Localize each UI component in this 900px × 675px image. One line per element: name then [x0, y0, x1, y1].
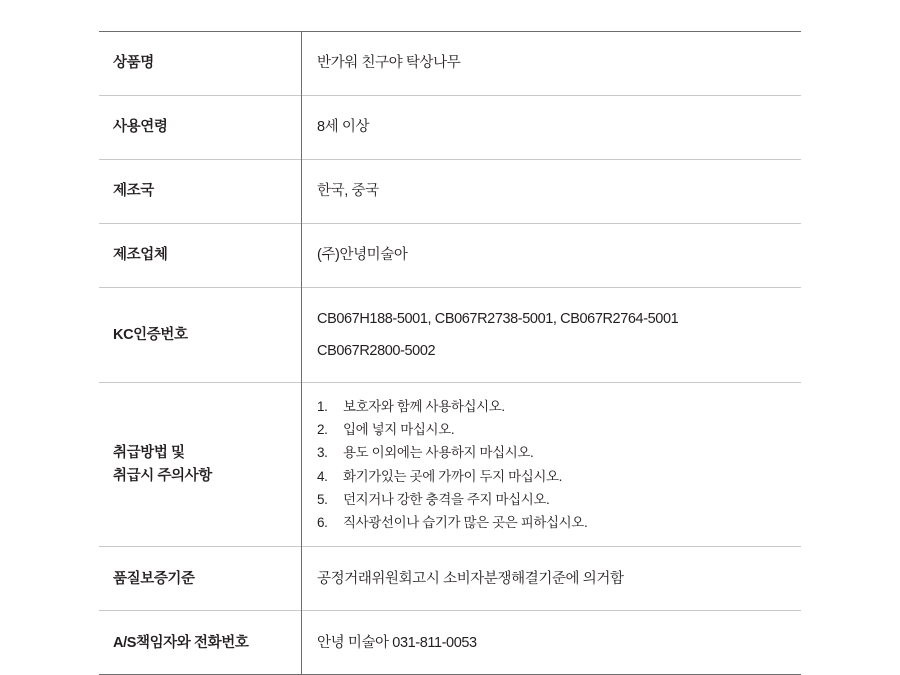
list-item-number: 3. [317, 445, 328, 461]
row-value-manufacturer [302, 224, 802, 288]
label-line: 상품명 [113, 55, 154, 72]
list-item [317, 511, 791, 534]
row-label-quality-warranty [99, 547, 302, 611]
row-value-product-name [302, 32, 802, 96]
label-line: 취급시 주의사항 [113, 467, 212, 484]
label-line: 사용연령 [113, 119, 168, 136]
list-item-number: 2. [317, 422, 328, 438]
row-label-manufacturer [99, 224, 302, 288]
list-item-text: 용도 이외에는 사용하지 마십시오. [343, 445, 534, 461]
row-value-as-contact [302, 611, 802, 675]
list-item-number: 1. [317, 399, 328, 414]
row-label-kc-number [99, 288, 302, 383]
table-row [99, 611, 801, 675]
row-value-quality-warranty [302, 547, 802, 611]
value-line: 공정거래위원회고시 소비자분쟁해결기준에 의거함 [317, 570, 624, 587]
list-item [317, 488, 791, 511]
list-item-text: 보호자와 함께 사용하십시오. [343, 399, 505, 414]
row-label-handling-precautions [99, 383, 302, 547]
list-item-text: 던지거나 강한 충격을 주지 마십시오. [343, 491, 550, 507]
value-line: (주)안녕미술아 [317, 247, 408, 264]
table-row [99, 224, 801, 288]
label-line: A/S책임자와 전화번호 [113, 634, 249, 651]
list-item-number: 6. [317, 515, 328, 531]
table-row [99, 96, 801, 160]
list-item [317, 418, 791, 441]
row-value-handling-precautions [302, 383, 802, 547]
value-line: CB067R2800-5002 [317, 343, 436, 359]
row-label-product-name [99, 32, 302, 96]
list-item-number: 4. [317, 468, 328, 484]
table-row [99, 547, 801, 611]
table-row [99, 32, 801, 96]
label-line: 품질보증기준 [113, 570, 195, 587]
value-line: 안녕 미술아 031-811-0053 [317, 634, 477, 651]
list-item [317, 395, 791, 418]
value-line: CB067H188-5001, CB067R2738-5001, CB067R2764-5001 [317, 310, 679, 327]
list-item-text: 입에 넣지 마십시오. [343, 422, 455, 438]
list-item [317, 441, 791, 464]
row-label-origin [99, 160, 302, 224]
row-value-kc-number [302, 288, 802, 383]
table-row [99, 288, 801, 383]
row-value-age [302, 96, 802, 160]
row-label-age [99, 96, 302, 160]
label-line: 제조업체 [113, 247, 168, 264]
row-label-as-contact [99, 611, 302, 675]
list-item-text: 화기가있는 곳에 가까이 두지 마십시오. [343, 468, 563, 484]
row-value-origin [302, 160, 802, 224]
precaution-list [317, 395, 791, 534]
table-row [99, 383, 801, 547]
label-line: KC인증번호 [113, 326, 188, 343]
list-item-text: 직사광선이나 습기가 많은 곳은 피하십시오. [343, 515, 588, 531]
list-item [317, 465, 791, 488]
product-spec-table [99, 31, 801, 675]
value-line: 한국, 중국 [317, 183, 379, 200]
value-line: 8세 이상 [317, 119, 370, 136]
table-row [99, 160, 801, 224]
value-line: 반가워 친구야 탁상나무 [317, 55, 461, 72]
label-line: 제조국 [113, 183, 154, 200]
list-item-number: 5. [317, 491, 328, 507]
label-line: 취급방법 및 [113, 445, 185, 462]
